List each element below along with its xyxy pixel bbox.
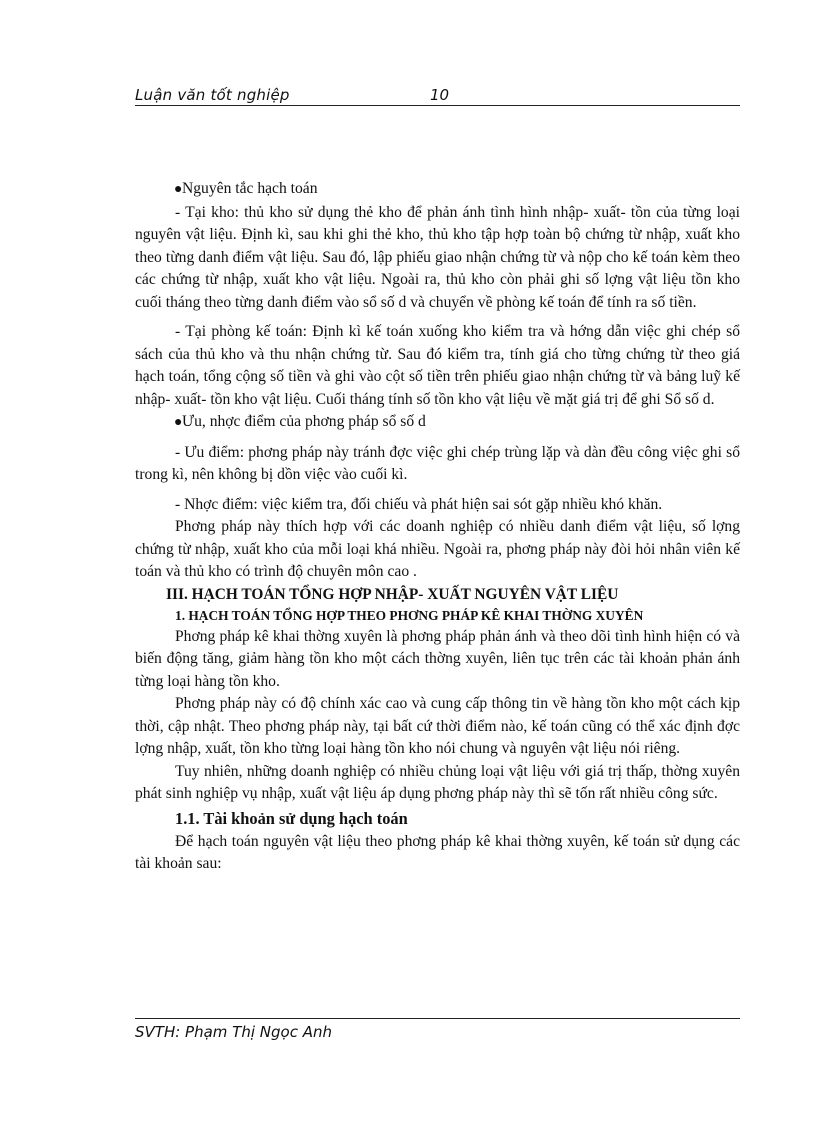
paragraph-accounting-room: - Tại phòng kế toán: Định kì kế toán xuống kho kiểm tra và hớng dẫn việc ghi chép sổ sách của thủ kho và thu nhận chứng từ. Sau đó kiểm tra, tính giá cho từng chứng từ theo giá hạch toán, tổng cộng số tiền và ghi vào cột số tiền trên phiếu giao nhận chứng từ và bảng luỹ kế nhập- xuất- tồn kho vật liệu. Cuối tháng tính số tồn kho vật liệu về mặt giá trị để ghi Sổ số d. <box>135 323 740 408</box>
paragraph-perpetual-drawback: Tuy nhiên, những doanh nghiệp có nhiều chủng loại vật liệu với giá trị thấp, thờng xuyên phát sinh nghiệp vụ nhập, xuất vật liệu áp dụng phơng pháp này thì sẽ tốn rất nhiều công sức. <box>135 762 740 802</box>
bullet-text: Nguyên tắc hạch toán <box>182 180 318 197</box>
subsection-heading-1: 1. HẠCH TOÁN TỔNG HỢP THEO PHƠNG PHÁP KÊ KHAI THỜNG XUYÊN <box>175 607 644 623</box>
section-heading-iii: III. HẠCH TOÁN TỔNG HỢP NHẬP- XUẤT NGUYÊN VẬT LIỆU <box>166 585 619 603</box>
paragraph-accounts-used: Để hạch toán nguyên vật liệu theo phơng pháp kê khai thờng xuyên, kế toán sử dụng các tài khoản sau: <box>135 832 740 872</box>
page-header <box>135 85 740 106</box>
page-body <box>135 178 740 876</box>
paragraph-perpetual-accuracy: Phơng pháp này có độ chính xác cao và cung cấp thông tin về hàng tồn kho một cách kịp thời, cập nhật. Theo phơng pháp này, tại bất cứ thời điểm nào, kế toán cũng có thể xác định đợc lợng nhập, xuất, tồn kho từng loại hàng tồn kho nói chung và nguyên vật liệu nói riêng. <box>135 695 740 757</box>
paragraph-warehouse: - Tại kho: thủ kho sử dụng thẻ kho để phản ánh tình hình nhập- xuất- tồn của từng loại nguyên vật liệu. Định kì, sau khi ghi thẻ kho, thủ kho tập hợp toàn bộ chứng từ nhập, xuất kho theo từng danh điểm vật liệu. Sau đó, lập phiếu giao nhận chứng từ và nộp cho kế toán kèm theo các chứng từ nhập, xuất kho vật liệu. Ngoài ra, thủ kho còn phải ghi số lợng vật liệu tồn kho cuối tháng theo từng danh điểm vào sổ số d và chuyển về phòng kế toán để tính ra số tiền. <box>135 203 740 311</box>
footer-author: SVTH: Phạm Thị Ngọc Anh <box>135 1023 332 1041</box>
paragraph-perpetual-definition: Phơng pháp kê khai thờng xuyên là phơng pháp phản ánh và theo dõi tình hình hiện có và biến động tăng, giảm hàng tồn kho một cách thờng xuyên, liên tục trên các tài khoản phản ánh từng loại hàng tồn kho. <box>135 627 740 690</box>
paragraph-suitability: Phơng pháp này thích hợp với các doanh nghiệp có nhiều danh điểm vật liệu, số lợng chứng từ nhập, xuất kho của mỗi loại khá nhiều. Ngoài ra, phơng pháp này đòi hỏi nhân viên kế toán và thủ kho có trình độ chuyên môn cao . <box>135 518 740 580</box>
subsection-heading-1-1: 1.1. Tài khoản sử dụng hạch toán <box>175 808 408 828</box>
bullet-heading-pros-cons <box>135 411 740 435</box>
bullet-text: Ưu, nhợc điểm của phơng pháp sổ số d <box>182 413 426 430</box>
paragraph-disadvantage: - Nhợc điểm: việc kiểm tra, đối chiếu và phát hiện sai sót gặp nhiều khó khăn. <box>175 495 663 513</box>
bullet-icon: ● <box>174 415 183 430</box>
page-number: 10 <box>430 86 450 104</box>
paragraph-advantage: - Ưu điểm: phơng pháp này tránh đợc việc ghi chép trùng lặp và dàn đều công việc ghi sổ trong kì, nên không bị dồn việc vào cuối kì. <box>135 443 740 483</box>
header-title: Luận văn tốt nghiệp <box>135 86 290 104</box>
bullet-icon: ● <box>174 182 183 197</box>
bullet-heading-principle <box>135 178 740 202</box>
page-footer <box>135 1018 740 1041</box>
